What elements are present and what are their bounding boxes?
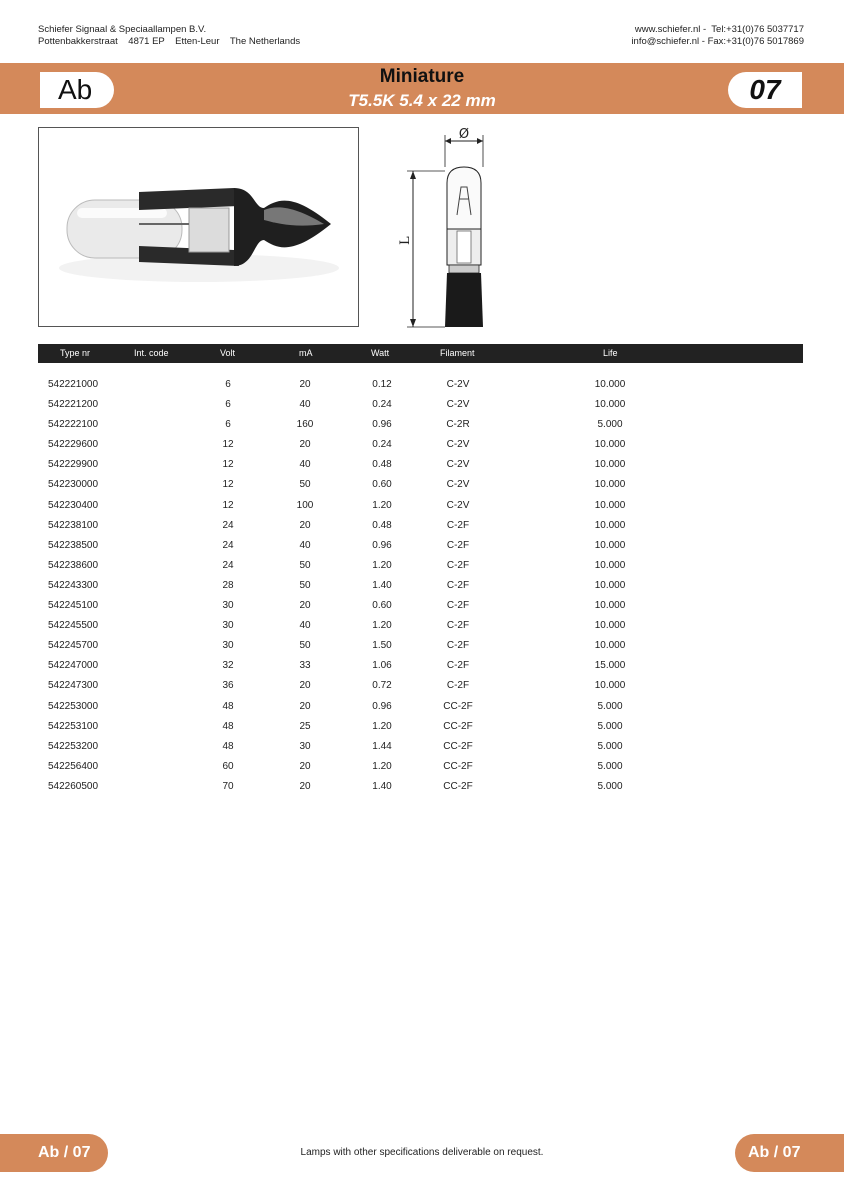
cell-type: 542247000 <box>48 660 99 672</box>
cell-watt: 1.20 <box>372 760 392 772</box>
cell-type: 542230400 <box>48 499 99 511</box>
cell-life: 10.000 <box>594 559 626 571</box>
header-watt: Watt <box>371 348 390 358</box>
cell-life: 10.000 <box>594 479 626 491</box>
cell-type: 542238500 <box>48 539 99 551</box>
cell-filament: C-2F <box>446 660 470 672</box>
table-row <box>38 578 803 598</box>
cell-filament: CC-2F <box>443 780 473 792</box>
cell-volt: 48 <box>222 700 234 712</box>
page-title: Miniature <box>379 66 465 87</box>
cell-type: 542253000 <box>48 700 99 712</box>
cell-volt: 24 <box>222 539 234 551</box>
cell-type: 542245500 <box>48 620 99 632</box>
table-row <box>38 377 803 397</box>
cell-volt: 6 <box>225 399 231 411</box>
cell-ma: 20 <box>299 700 311 712</box>
table-row <box>38 558 803 578</box>
cell-ma: 160 <box>296 419 314 431</box>
cell-ma: 40 <box>299 539 311 551</box>
cell-filament: C-2F <box>446 519 470 531</box>
cell-watt: 0.96 <box>372 419 392 431</box>
cell-ma: 50 <box>299 479 311 491</box>
cell-filament: C-2V <box>446 399 470 411</box>
cell-life: 10.000 <box>594 499 626 511</box>
page-subtitle: T5.5K 5.4 x 22 mm <box>348 91 496 110</box>
cell-type: 542238100 <box>48 519 99 531</box>
cell-volt: 48 <box>222 740 234 752</box>
cell-life: 10.000 <box>594 640 626 652</box>
cell-filament: CC-2F <box>443 740 473 752</box>
cell-life: 10.000 <box>594 600 626 612</box>
cell-watt: 1.40 <box>372 579 392 591</box>
table-row <box>38 638 803 658</box>
cell-watt: 0.72 <box>372 680 392 692</box>
cell-volt: 6 <box>225 379 231 390</box>
cell-volt: 36 <box>222 680 234 692</box>
cell-life: 10.000 <box>594 680 626 692</box>
cell-ma: 30 <box>299 740 311 752</box>
cell-volt: 12 <box>222 459 234 471</box>
cell-filament: C-2F <box>446 579 470 591</box>
cell-life: 15.000 <box>594 660 626 672</box>
cell-watt: 1.44 <box>372 740 392 752</box>
cell-watt: 0.24 <box>372 439 392 451</box>
table-row <box>38 498 803 518</box>
cell-watt: 0.96 <box>372 700 392 712</box>
table-row <box>38 719 803 739</box>
cell-watt: 0.96 <box>372 539 392 551</box>
cell-life: 5.000 <box>597 740 623 752</box>
cell-volt: 24 <box>222 519 234 531</box>
cell-life: 10.000 <box>594 459 626 471</box>
email-fax: info@schiefer.nl - Fax:+31(0)76 5017869 <box>631 36 804 47</box>
cell-volt: 48 <box>222 720 234 732</box>
cell-type: 542245100 <box>48 600 99 612</box>
cell-watt: 1.20 <box>372 620 392 632</box>
footer-page-left: Ab / 07 <box>0 1134 108 1172</box>
cell-filament: C-2F <box>446 600 470 612</box>
contact-info <box>631 24 804 48</box>
cell-life: 5.000 <box>597 720 623 732</box>
cell-life: 10.000 <box>594 379 626 390</box>
section-page: 07 <box>728 72 802 108</box>
cell-ma: 20 <box>299 600 311 612</box>
table-row <box>38 658 803 678</box>
cell-ma: 100 <box>296 499 314 511</box>
cell-volt: 12 <box>222 439 234 451</box>
cell-volt: 30 <box>222 640 234 652</box>
cell-ma: 20 <box>299 760 311 772</box>
cell-life: 10.000 <box>594 620 626 632</box>
lamp-photo <box>38 127 359 327</box>
cell-ma: 20 <box>299 780 311 792</box>
cell-volt: 12 <box>222 479 234 491</box>
cell-filament: C-2F <box>446 539 470 551</box>
lamp-photo-illustration <box>39 128 358 326</box>
table-row <box>38 397 803 417</box>
cell-type: 542256400 <box>48 760 99 772</box>
cell-life: 10.000 <box>594 519 626 531</box>
cell-ma: 20 <box>299 379 311 390</box>
footer-note: Lamps with other specifications deliverable on request. <box>300 1147 544 1158</box>
header-volt: Volt <box>220 348 236 358</box>
cell-ma: 20 <box>299 680 311 692</box>
footer-page-right: Ab / 07 <box>735 1134 844 1172</box>
cell-life: 10.000 <box>594 399 626 411</box>
cell-ma: 20 <box>299 439 311 451</box>
cell-filament: C-2V <box>446 379 470 390</box>
header-type: Type nr <box>60 348 91 358</box>
table-row <box>38 518 803 538</box>
cell-watt: 1.20 <box>372 499 392 511</box>
header-filament: Filament <box>440 348 475 358</box>
cell-type: 542221000 <box>48 379 99 390</box>
cell-watt: 0.24 <box>372 399 392 411</box>
cell-type: 542238600 <box>48 559 99 571</box>
table-row <box>38 678 803 698</box>
cell-type: 542253100 <box>48 720 99 732</box>
table-row <box>38 779 803 799</box>
cell-filament: C-2V <box>446 499 470 511</box>
cell-filament: CC-2F <box>443 700 473 712</box>
cell-life: 10.000 <box>594 539 626 551</box>
cell-volt: 32 <box>222 660 234 672</box>
cell-filament: CC-2F <box>443 720 473 732</box>
table-header <box>38 344 803 363</box>
cell-type: 542229600 <box>48 439 99 451</box>
cell-filament: C-2V <box>446 479 470 491</box>
cell-ma: 25 <box>299 720 311 732</box>
company-name: Schiefer Signaal & Speciaallampen B.V. <box>38 24 207 35</box>
cell-volt: 60 <box>222 760 234 772</box>
cell-type: 542253200 <box>48 740 99 752</box>
web-tel: www.schiefer.nl - Tel:+31(0)76 5037717 <box>634 24 804 35</box>
cell-filament: C-2F <box>446 640 470 652</box>
cell-watt: 1.20 <box>372 720 392 732</box>
cell-watt: 1.50 <box>372 640 392 652</box>
cell-volt: 24 <box>222 559 234 571</box>
table-row <box>38 759 803 779</box>
cell-watt: 0.60 <box>372 600 392 612</box>
cell-watt: 1.06 <box>372 660 392 672</box>
cell-volt: 12 <box>222 499 234 511</box>
cell-life: 5.000 <box>597 780 623 792</box>
cell-type: 542229900 <box>48 459 99 471</box>
cell-ma: 40 <box>299 459 311 471</box>
cell-filament: C-2R <box>446 419 470 431</box>
cell-filament: C-2F <box>446 680 470 692</box>
cell-volt: 30 <box>222 620 234 632</box>
cell-watt: 0.12 <box>372 379 392 390</box>
table-row <box>38 739 803 759</box>
header-ma: mA <box>299 348 313 358</box>
cell-type: 542230000 <box>48 479 99 491</box>
cell-life: 5.000 <box>597 419 623 431</box>
table-row <box>38 538 803 558</box>
cell-type: 542245700 <box>48 640 99 652</box>
table-row <box>38 437 803 457</box>
cell-watt: 0.60 <box>372 479 392 491</box>
table-row <box>38 457 803 477</box>
cell-type: 542243300 <box>48 579 99 591</box>
cell-ma: 33 <box>299 660 311 672</box>
cell-volt: 70 <box>222 780 234 792</box>
cell-filament: C-2F <box>446 620 470 632</box>
cell-ma: 20 <box>299 519 311 531</box>
cell-type: 542260500 <box>48 780 99 792</box>
cell-life: 5.000 <box>597 760 623 772</box>
table-row <box>38 618 803 638</box>
cell-watt: 0.48 <box>372 519 392 531</box>
cell-filament: C-2V <box>446 439 470 451</box>
lamp-table <box>38 377 803 799</box>
cell-ma: 40 <box>299 620 311 632</box>
cell-watt: 1.20 <box>372 559 392 571</box>
cell-filament: C-2V <box>446 459 470 471</box>
table-row <box>38 477 803 497</box>
table-row <box>38 417 803 437</box>
cell-ma: 50 <box>299 579 311 591</box>
header-int-code: Int. code <box>134 348 169 358</box>
cell-watt: 1.40 <box>372 780 392 792</box>
cell-filament: CC-2F <box>443 760 473 772</box>
cell-ma: 40 <box>299 399 311 411</box>
cell-ma: 50 <box>299 559 311 571</box>
section-code: Ab <box>40 72 114 108</box>
cell-watt: 0.48 <box>372 459 392 471</box>
cell-volt: 28 <box>222 579 234 591</box>
cell-volt: 6 <box>225 419 231 431</box>
diameter-label: Ø <box>458 127 470 142</box>
cell-ma: 50 <box>299 640 311 652</box>
cell-type: 542247300 <box>48 680 99 692</box>
company-address: Pottenbakkerstraat 4871 EP Etten-Leur The Netherlands <box>38 36 301 47</box>
cell-life: 10.000 <box>594 579 626 591</box>
dimension-drawing <box>395 127 505 332</box>
cell-type: 542222100 <box>48 419 99 431</box>
table-row <box>38 598 803 618</box>
company-info <box>38 24 300 48</box>
cell-filament: C-2F <box>446 559 470 571</box>
cell-life: 10.000 <box>594 439 626 451</box>
cell-life: 5.000 <box>597 700 623 712</box>
cell-volt: 30 <box>222 600 234 612</box>
length-label: L <box>398 236 413 245</box>
table-row <box>38 699 803 719</box>
cell-type: 542221200 <box>48 399 99 411</box>
dimension-drawing-illustration <box>395 127 505 332</box>
header-life: Life <box>603 348 618 358</box>
